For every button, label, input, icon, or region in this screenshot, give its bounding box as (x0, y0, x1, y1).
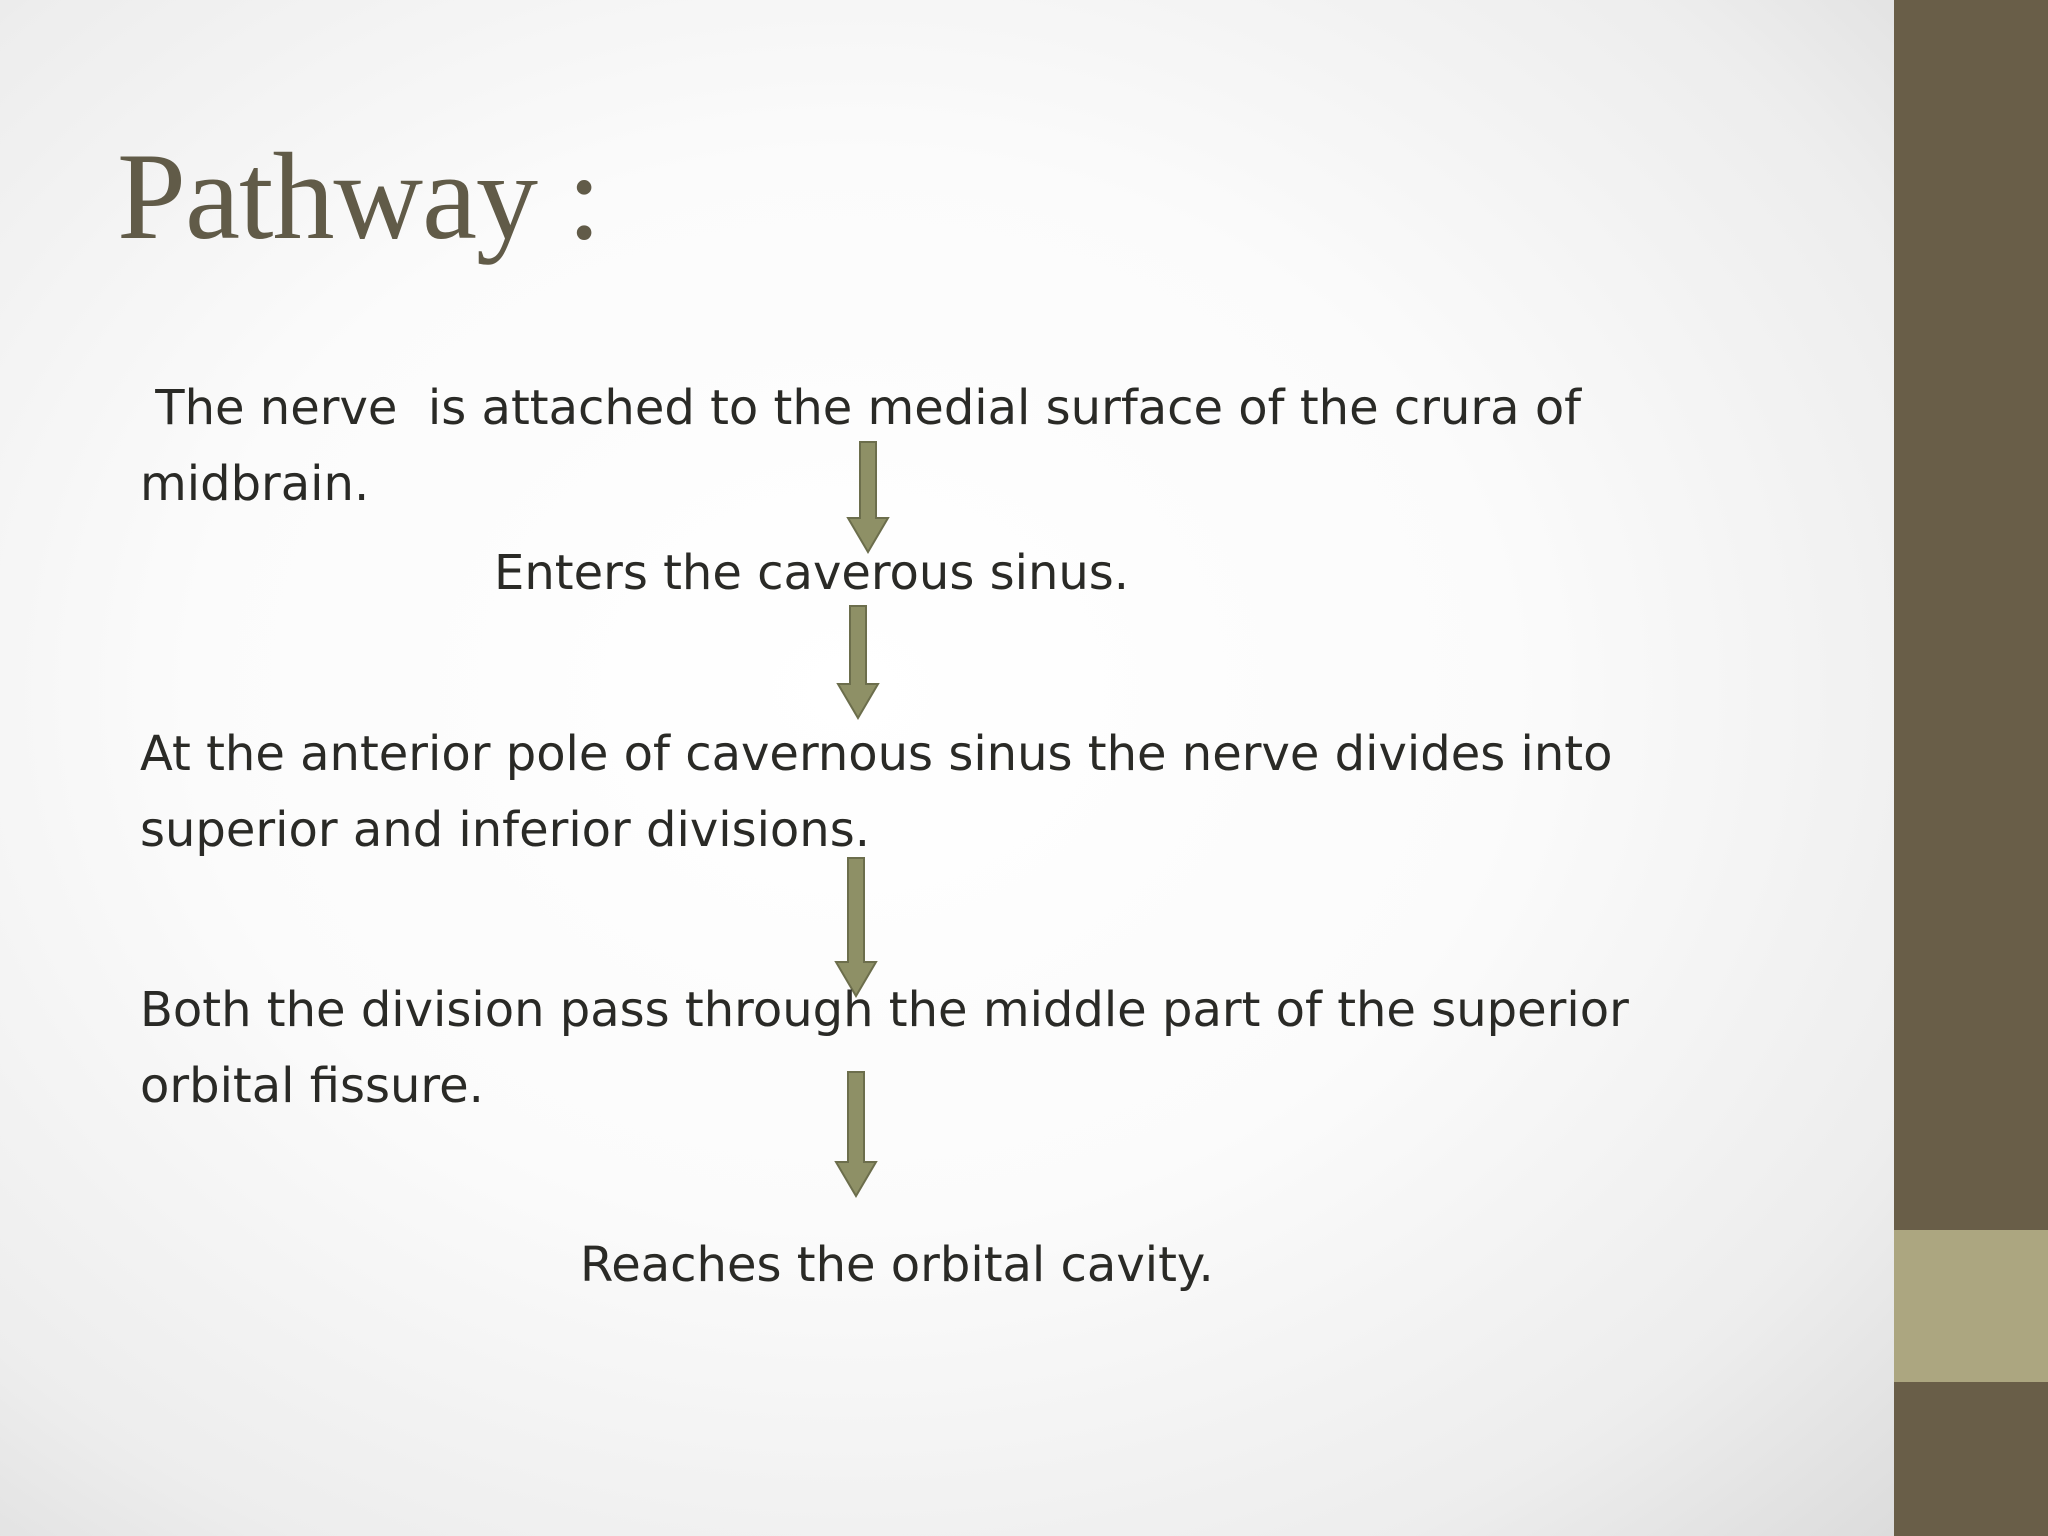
decorative-sidebar (1894, 0, 2048, 1536)
step-4-text (140, 972, 1629, 1124)
step-3-line-2: superior and inferior divisions. (140, 802, 870, 858)
step-2-text (494, 535, 1129, 611)
sidebar-segment-top (1894, 0, 2048, 1230)
step-1-line-2: midbrain. (140, 456, 370, 512)
sidebar-segment-bottom (1894, 1382, 2048, 1536)
down-arrow-icon (836, 604, 880, 722)
step-5-text (580, 1227, 1214, 1303)
slide-title: Pathway : (117, 128, 601, 265)
step-1-line-1: The nerve is attached to the medial surface of the crura of (140, 380, 1582, 436)
step-4-line-2: orbital fissure. (140, 1058, 484, 1114)
step-4-line-1: Both the division pass through the middle part of the superior (140, 982, 1629, 1038)
step-3-line-1: At the anterior pole of cavernous sinus the nerve divides into (140, 726, 1613, 782)
step-2-line-1: Enters the caverous sinus. (494, 545, 1130, 601)
step-5-line-1: Reaches the orbital cavity. (580, 1237, 1214, 1293)
step-3-text (140, 716, 1612, 868)
sidebar-segment-accent (1894, 1230, 2048, 1382)
down-arrow-icon (834, 1070, 878, 1200)
